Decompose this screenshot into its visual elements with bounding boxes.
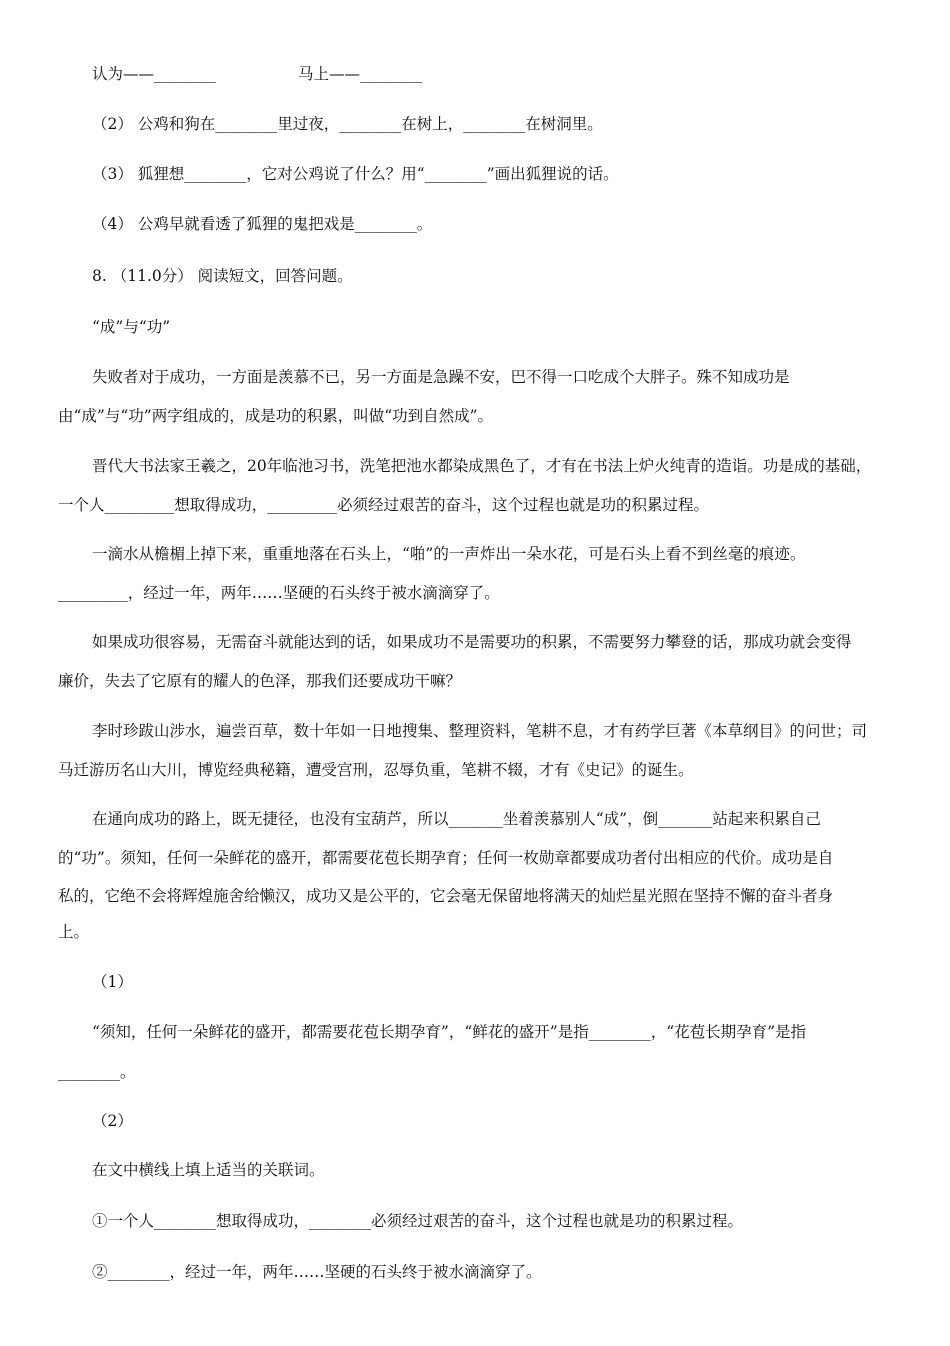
- paragraph-1-line-1: 失败者对于成功，一方面是羡慕不已，另一方面是急躁不安，巴不得一口吃成个大胖子。殊不知成功是: [92, 368, 790, 386]
- paragraph-4-line-1: 如果成功很容易，无需奋斗就能达到的话，如果成功不是需要功的积累，不需要努力攀登的话，那成功就会变得: [92, 633, 852, 651]
- subquestion-2-item-1: ①一个人________想取得成功，________必须经过艰苦的奋斗，这个过程也就是功的积累过程。: [92, 1212, 744, 1230]
- vocab-item-renwei: 认为——________: [92, 65, 217, 83]
- vocab-item-mashang: 马上——________: [298, 65, 423, 83]
- vocab-line: [92, 64, 932, 84]
- paragraph-3-line-1: 一滴水从檐楣上掉下来，重重地落在石头上，“啪”的一声炸出一朵水花，可是石头上看不到丝毫的痕迹。: [92, 545, 806, 563]
- subquestion-2-item-2: ②________，经过一年，两年……坚硬的石头终于被水滴滴穿了。: [92, 1263, 542, 1281]
- paragraph-5-line-2: 马迁游历名山大川，博览经典秘籍，遭受宫刑，忍辱负重，笔耕不辍，才有《史记》的诞生。: [58, 761, 694, 779]
- subquestion-1-line-2: ________。: [58, 1063, 136, 1081]
- question-4: （4） 公鸡早就看透了狐狸的鬼把戏是________。: [92, 215, 433, 233]
- paragraph-4-line-2: 廉价，失去了它原有的耀人的色泽，那我们还要成功干嘛？: [58, 672, 462, 690]
- paragraph-2-line-1: 晋代大书法家王羲之，20年临池习书，洗笔把池水都染成黑色了，才有在书法上炉火纯青的造诣。功是成的基础，: [92, 457, 872, 475]
- subquestion-1-line-1: “须知，任何一朵鲜花的盛开，都需要花苞长期孕育”，“鲜花的盛开”是指________，“花苞长期孕育”是指: [92, 1023, 807, 1041]
- passage-title: “成”与“功”: [92, 318, 171, 336]
- paragraph-3-line-2: _________，经过一年，两年……坚硬的石头终于被水滴滴穿了。: [58, 584, 500, 602]
- question-3: （3） 狐狸想________，它对公鸡说了什么？用“________”画出狐狸说的话。: [92, 165, 619, 183]
- subquestion-2-number: （2）: [92, 1112, 133, 1130]
- paragraph-1-line-2: 由“成”与“功”两字组成的，成是功的积累，叫做“功到自然成”。: [58, 407, 494, 425]
- paragraph-6-line-2: 的“功”。须知，任何一朵鲜花的盛开，都需要花苞长期孕育；任何一枚勋章都要成功者付出相应的代价。成功是自: [58, 849, 834, 867]
- question-8-header: 8. （11.0分） 阅读短文，回答问题。: [92, 267, 353, 285]
- paragraph-6-line-1: 在通向成功的路上，既无捷径，也没有宝葫芦，所以_______坐着羡慕别人“成”，倒_______站起来积累自己: [92, 810, 821, 828]
- paragraph-5-line-1: 李时珍跋山涉水，遍尝百草，数十年如一日地搜集、整理资料，笔耕不息，才有药学巨著《本草纲目》的问世；司: [92, 722, 868, 740]
- paragraph-2-line-2: 一个人_________想取得成功，_________必须经过艰苦的奋斗，这个过程也就是功的积累过程。: [58, 496, 710, 514]
- question-2: （2） 公鸡和狗在________里过夜，________在树上，________在树洞里。: [92, 115, 603, 133]
- paragraph-6-line-4: 上。: [58, 923, 90, 941]
- subquestion-2-prompt: 在文中横线上填上适当的关联词。: [92, 1161, 325, 1179]
- paragraph-6-line-3: 私的，它绝不会将辉煌施舍给懒汉，成功又是公平的，它会毫无保留地将满天的灿烂星光照在坚持不懈的奋斗者身: [58, 887, 834, 905]
- subquestion-1-number: （1）: [92, 973, 133, 991]
